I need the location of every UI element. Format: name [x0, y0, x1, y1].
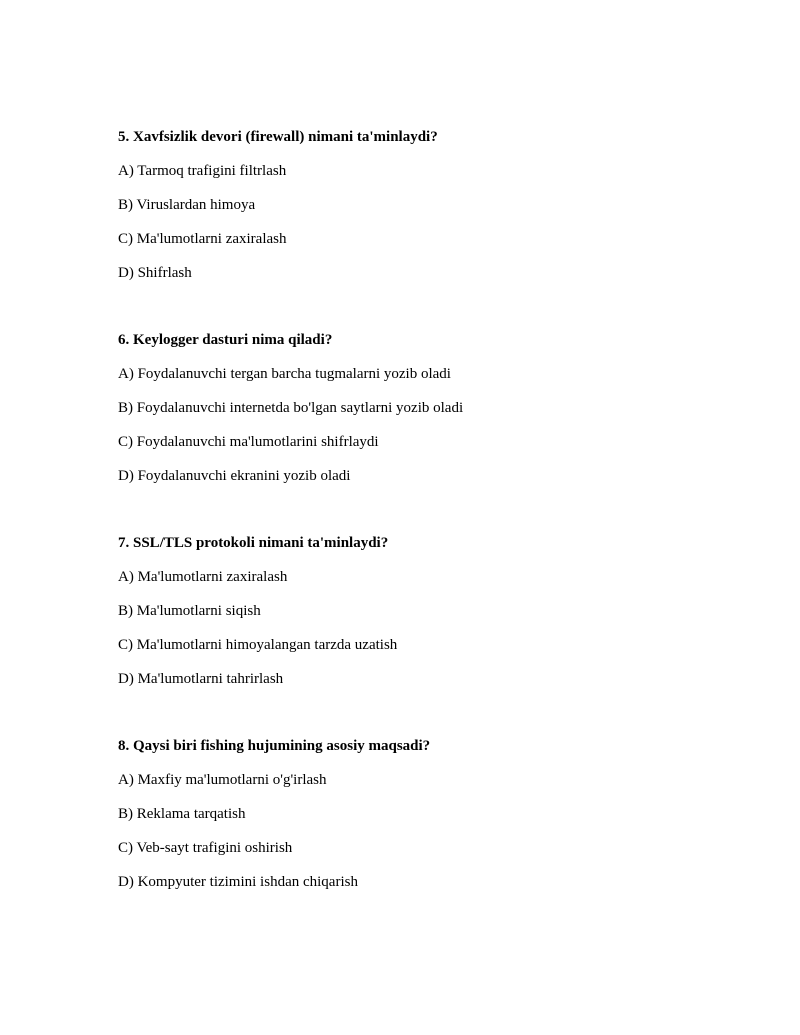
answer-option-c: C) Ma'lumotlarni zaxiralash — [118, 231, 287, 247]
question-title: 6. Keylogger dasturi nima qiladi? — [118, 332, 333, 348]
question-8 — [118, 737, 758, 940]
question-7 — [118, 534, 758, 737]
answer-option-a: A) Maxfiy ma'lumotlarni o'g'irlash — [118, 772, 327, 788]
question-title: 7. SSL/TLS protokoli nimani ta'minlaydi? — [118, 535, 389, 551]
answer-option-a: A) Tarmoq trafigini filtrlash — [118, 163, 287, 179]
answer-option-d: D) Kompyuter tizimini ishdan chiqarish — [118, 874, 358, 890]
answer-option-c: C) Veb-sayt trafigini oshirish — [118, 840, 293, 856]
question-title: 5. Xavfsizlik devori (firewall) nimani ta'minlaydi? — [118, 129, 438, 145]
question-6 — [118, 331, 758, 534]
answer-option-c: C) Foydalanuvchi ma'lumotlarini shifrlaydi — [118, 434, 379, 450]
answer-option-c: C) Ma'lumotlarni himoyalangan tarzda uzatish — [118, 637, 398, 653]
answer-option-b: B) Viruslardan himoya — [118, 197, 256, 213]
question-5 — [118, 128, 758, 331]
answer-option-b: B) Reklama tarqatish — [118, 806, 246, 822]
answer-option-b: B) Ma'lumotlarni siqish — [118, 603, 261, 619]
answer-option-d: D) Ma'lumotlarni tahrirlash — [118, 671, 284, 687]
question-title: 8. Qaysi biri fishing hujumining asosiy maqsadi? — [118, 738, 431, 754]
answer-option-a: A) Ma'lumotlarni zaxiralash — [118, 569, 288, 585]
question-list — [118, 128, 758, 940]
answer-option-a: A) Foydalanuvchi tergan barcha tugmalarni yozib oladi — [118, 366, 451, 382]
answer-option-d: D) Shifrlash — [118, 265, 192, 281]
answer-option-d: D) Foydalanuvchi ekranini yozib oladi — [118, 468, 351, 484]
answer-option-b: B) Foydalanuvchi internetda bo'lgan saytlarni yozib oladi — [118, 400, 464, 416]
